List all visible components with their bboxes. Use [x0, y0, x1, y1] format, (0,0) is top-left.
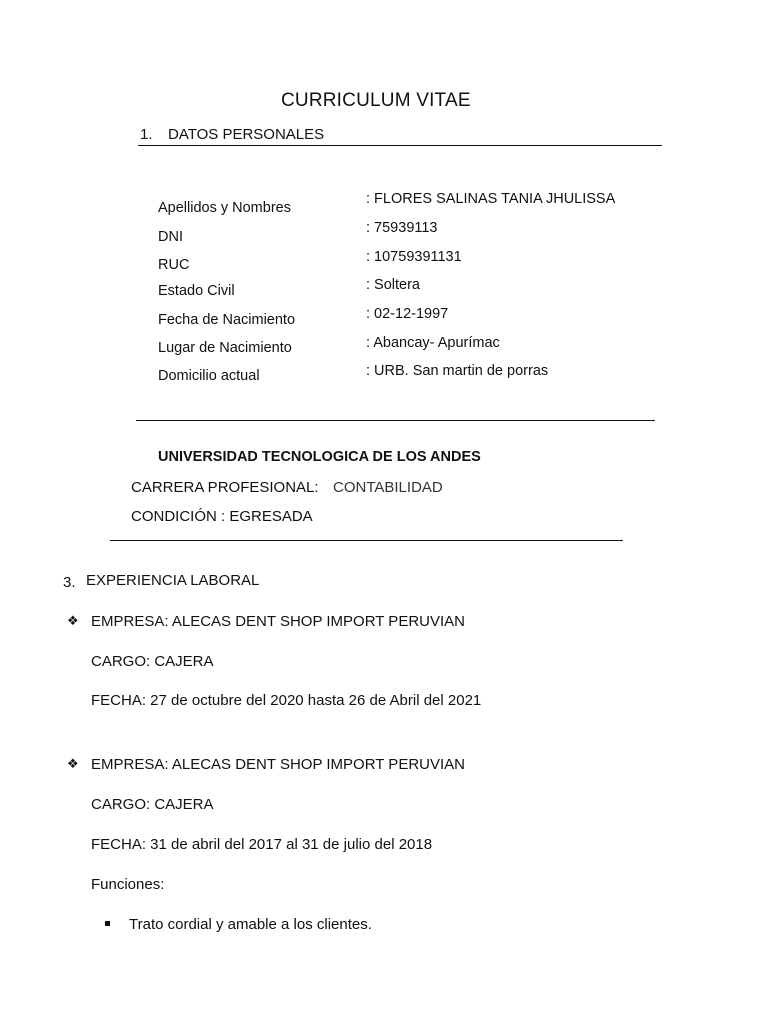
- functions-label: Funciones:: [91, 876, 165, 893]
- value-domicilio: : URB. San martin de porras: [366, 363, 549, 379]
- divider: [136, 420, 655, 421]
- label-apellidos-nombres: Apellidos y Nombres: [158, 200, 291, 216]
- diamond-bullet-icon: ❖: [67, 614, 79, 629]
- value-apellidos-nombres: : FLORES SALINAS TANIA JHULISSA: [366, 191, 616, 207]
- section-underline: [138, 145, 662, 146]
- diamond-bullet-icon: ❖: [67, 757, 79, 772]
- experience-company: EMPRESA: ALECAS DENT SHOP IMPORT PERUVIAN: [91, 756, 465, 773]
- value-estado-civil: : Soltera: [366, 277, 420, 293]
- section-number: 1.: [140, 126, 153, 143]
- label-lugar-nacimiento: Lugar de Nacimiento: [158, 340, 292, 356]
- label-estado-civil: Estado Civil: [158, 283, 235, 299]
- section-heading-datos-personales: DATOS PERSONALES: [168, 126, 325, 143]
- function-item: Trato cordial y amable a los clientes.: [129, 916, 372, 933]
- document-title: CURRICULUM VITAE: [281, 90, 471, 111]
- experience-date: FECHA: 27 de octubre del 2020 hasta 26 de Abril del 2021: [91, 692, 482, 709]
- label-fecha-nacimiento: Fecha de Nacimiento: [158, 312, 296, 328]
- experience-company: EMPRESA: ALECAS DENT SHOP IMPORT PERUVIAN: [91, 613, 465, 630]
- experience-role: CARGO: CAJERA: [91, 796, 214, 813]
- square-bullet-icon: [105, 921, 110, 926]
- experience-date: FECHA: 31 de abril del 2017 al 31 de julio del 2018: [91, 836, 433, 853]
- label-dni: DNI: [158, 229, 183, 245]
- career-label: CARRERA PROFESIONAL:: [131, 479, 319, 496]
- university-name: UNIVERSIDAD TECNOLOGICA DE LOS ANDES: [158, 449, 481, 465]
- label-domicilio: Domicilio actual: [158, 368, 260, 384]
- label-ruc: RUC: [158, 257, 190, 273]
- career-value: CONTABILIDAD: [333, 479, 443, 496]
- experience-role: CARGO: CAJERA: [91, 653, 214, 670]
- value-ruc: : 10759391131: [366, 249, 462, 265]
- section-number: 3.: [63, 574, 76, 591]
- value-fecha-nacimiento: : 02-12-1997: [366, 306, 449, 322]
- divider: [110, 540, 623, 541]
- value-lugar-nacimiento: : Abancay- Apurímac: [366, 335, 500, 351]
- condition: CONDICIÓN : EGRESADA: [131, 508, 313, 525]
- section-heading-experiencia-laboral: EXPERIENCIA LABORAL: [86, 572, 260, 589]
- value-dni: : 75939113: [366, 220, 438, 236]
